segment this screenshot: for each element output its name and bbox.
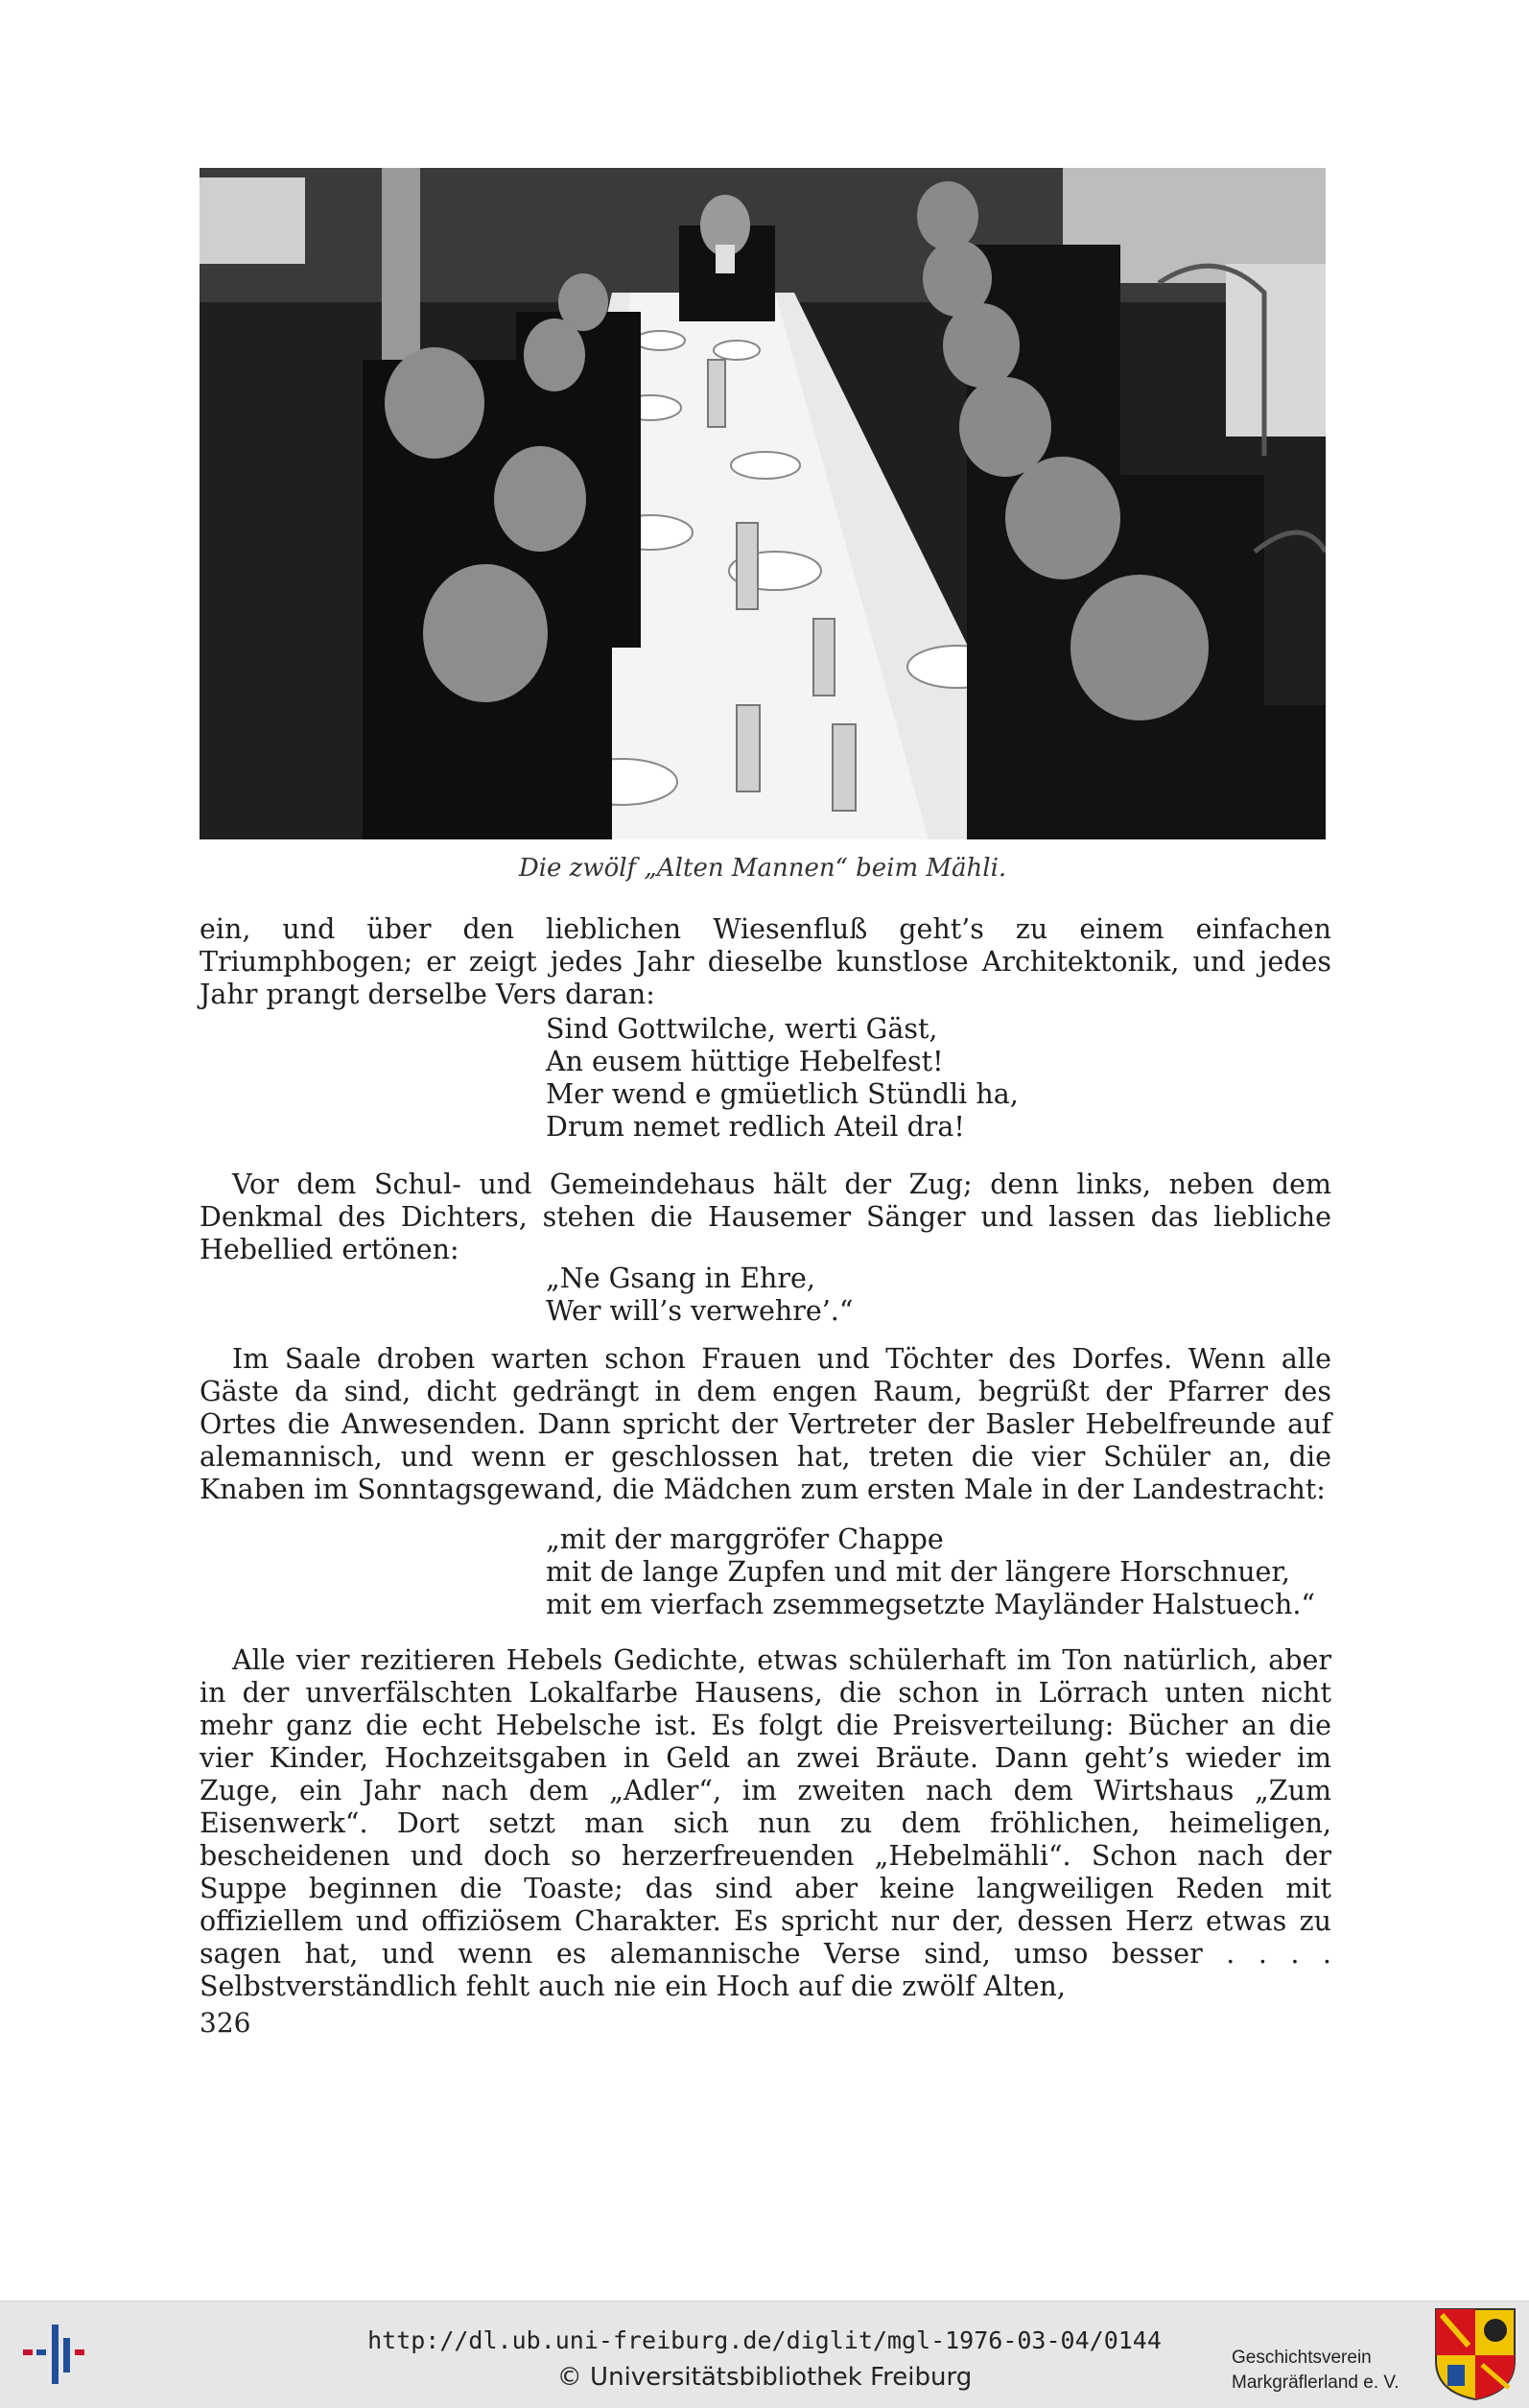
society-line-2: Markgräflerland e. V. [1232,2373,1400,2393]
footer-bar [0,2301,1529,2408]
paragraph-4-text: Alle vier rezitieren Hebels Gedichte, etwas schülerhaft im Ton natürlich, aber in der unverfälschten Lokalfarbe Hausens, die schon in Lörrach unten nicht mehr ganz die echt Hebelsche ist. Es folgt die Preisverteilung: Bücher an die vier Kinder, Hochzeitsgaben in Geld an zwei Bräute. Dann geht’s wieder im Zuge, ein Jahr nach dem „Adler“, im zweiten nach dem Wirtshaus „Zum Eisenwerk“. Dort setzt man sich nun zu dem fröhlichen, heimeligen, bescheidenen und doch so herzerfreuenden „Hebelmähli“. Schon nach der Suppe beginnen die Toaste; das sind aber keine langweiligen Reden mit offiziellem und offiziösem Charakter. Es spricht nur der, dessen Herz etwas zu sagen hat, und wenn es alemannische Verse sind, umso besser . . . . Selbstverständlich fehlt auch nie ein Hoch auf die zwölf Alten, [200,1644,1331,2002]
paragraph-1 [200,913,1331,1011]
paragraph-1-text: ein, und über den lieblichen Wiesenfluß geht’s zu einem einfachen Triumphbogen; er zeigt jedes Jahr dieselbe kunstlose Architektonik, und jedes Jahr prangt derselbe Vers daran: [200,913,1331,1010]
verse-line: Drum nemet redlich Ateil dra! [546,1111,965,1143]
verse-line: „Ne Gsang in Ehre, [546,1263,815,1294]
page-number: 326 [200,2007,251,2039]
verse-line: An eusem hüttige Hebelfest! [546,1046,944,1077]
banquet-photo [200,168,1326,839]
coat-of-arms-icon [1434,2307,1517,2401]
paragraph-2 [200,1169,1331,1266]
verse-line: Wer will’s verwehre’.“ [546,1295,854,1327]
paragraph-2-text: Vor dem Schul- und Gemeindehaus hält der Zug; denn links, neben dem Denkmal des Dichters, stehen die Hausemer Sänger und lassen das liebliche Hebellied ertönen: [200,1169,1331,1265]
society-name [1232,2346,1400,2396]
verse-line: mit de lange Zupfen und mit der längere Horschnuer, [546,1556,1290,1588]
paragraph-3-text: Im Saale droben warten schon Frauen und Töchter des Dorfes. Wenn alle Gäste da sind, dicht gedrängt in dem engen Raum, begrüßt der Pfarrer des Ortes die Anwesenden. Dann spricht der Vertreter der Basler Hebelfreunde auf alemannisch, und wenn er geschlossen hat, treten die vier Schüler an, die Knaben im Sonntagsgewand, die Mädchen zum ersten Male in der Landestracht: [200,1343,1331,1505]
photo-caption: Die zwölf „Alten Mannen“ beim Mähli. [518,854,1007,883]
verse-line: mit em vierfach zsemmegsetzte Mayländer Halstuech.“ [546,1589,1315,1620]
society-line-1: Geschichtsverein [1232,2348,1372,2368]
footer-url[interactable]: http://dl.ub.uni-freiburg.de/diglit/mgl-1976-03-04/0144 [367,2326,1162,2354]
verse-line: Mer wend e gmüetlich Stündli ha, [546,1078,1019,1110]
paragraph-4 [200,1644,1331,2003]
verse-1 [546,1013,1019,1144]
verse-2 [546,1263,853,1328]
footer-copyright: © Universitätsbibliothek Freiburg [556,2363,973,2392]
verse-line: „mit der marggröfer Chappe [546,1523,944,1555]
paragraph-3 [200,1343,1331,1506]
verse-line: Sind Gottwilche, werti Gäst, [546,1013,938,1045]
verse-3 [546,1523,1315,1621]
